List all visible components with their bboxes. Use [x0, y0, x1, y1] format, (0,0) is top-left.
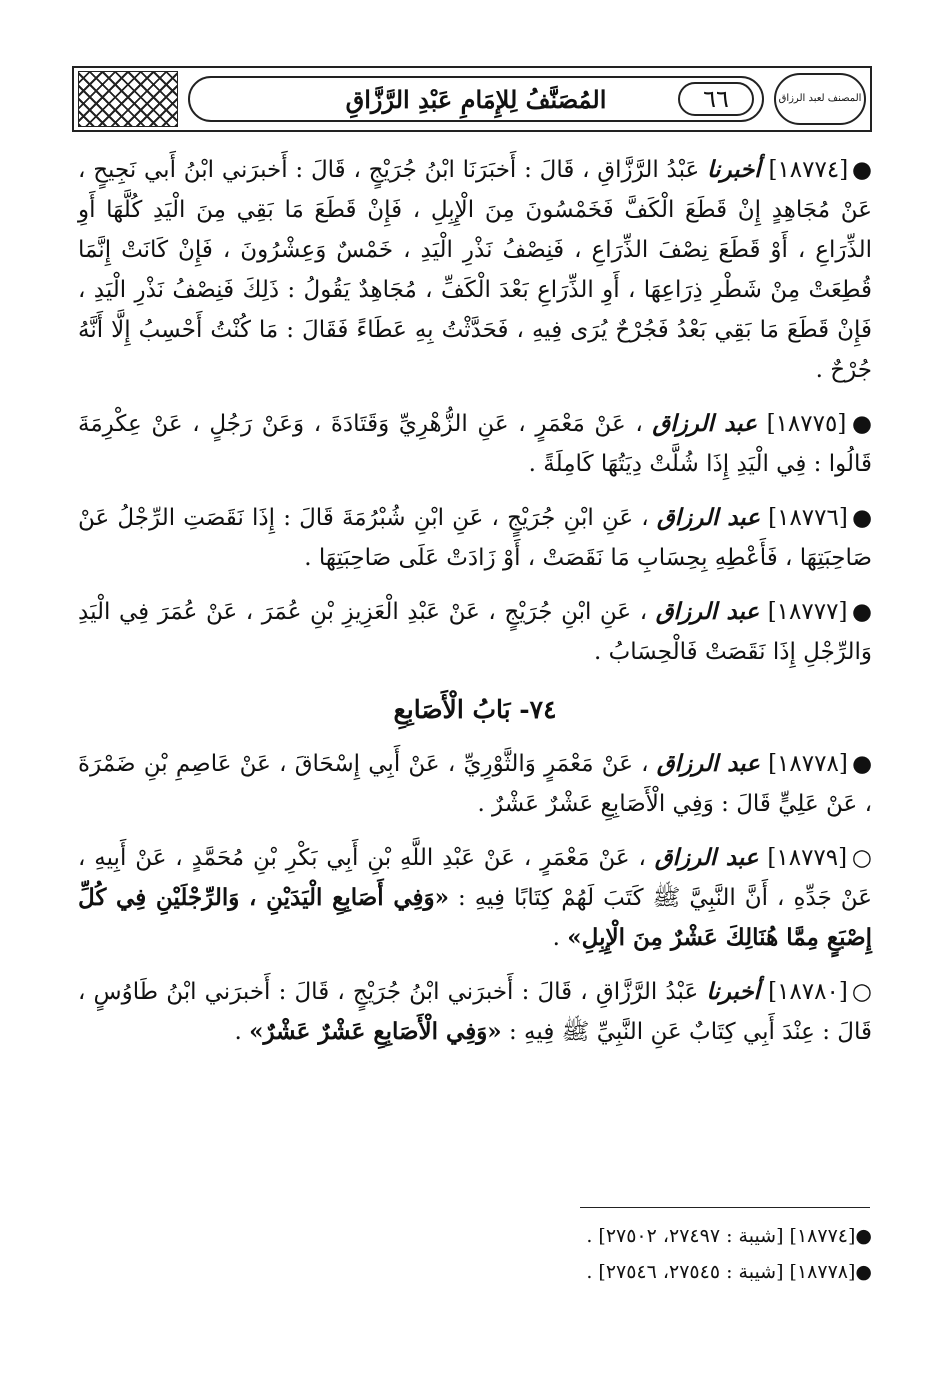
hadith-entry-18779: [78, 838, 872, 958]
seal-text: المصنف لعبد الرزاق: [778, 93, 862, 104]
hadith-entry-18780: [78, 972, 872, 1052]
entry-chain: أخبرنا: [707, 156, 761, 183]
entry-chain: عبد الرزاق: [656, 504, 760, 531]
entry-marker: ●: [851, 599, 872, 625]
entry-number: [١٨٧٧٤]: [768, 157, 849, 183]
chapter-heading: ٧٤- بَابُ الْأَصَابِعِ: [393, 695, 557, 724]
entry-marker: ●: [851, 751, 873, 777]
hadith-entry-18774: [78, 150, 872, 390]
entry-number: [١٨٧٧٨]: [768, 751, 848, 777]
hadith-entry-18778: [78, 744, 872, 824]
hadith-entry-18775: [78, 404, 872, 484]
entry-chain: عبد الرزاق: [652, 410, 757, 437]
entry-marker: ○: [851, 979, 872, 1005]
entry-number: [١٨٧٧٧]: [767, 599, 848, 625]
entry-number: [١٨٧٧٥]: [766, 411, 847, 437]
entry-marker: ●: [851, 411, 872, 437]
entry-marker: ●: [851, 505, 873, 531]
hadith-entry-18777: [78, 592, 872, 672]
entry-number: [١٨٧٧٦]: [768, 505, 848, 531]
entry-text: ، عَنْ مَعْمَرٍ ، عَنْ عَبْدِ اللَّهِ بْنِ أَبِي بَكْرِ بْنِ مُحَمَّدٍ ، عَنْ أَبِيهِ ، عَنْ جَدِّهِ ، أَنَّ النَّبِيَّ ﷺ كَتَبَ لَهُمْ كِتَابًا فِيهِ :: [78, 845, 872, 911]
page-number: ٦٦: [678, 82, 754, 116]
entry-text: ، عَنْ مَعْمَرٍ ، عَنِ الزُّهْرِيِّ وَقَتَادَةَ ، وَعَنْ رَجُلٍ ، عَنْ عِكْرِمَةَ قَالُوا : فِي الْيَدِ إِذَا شُلَّتْ دِيَتُهَا كَامِلَةً .: [78, 411, 872, 477]
entry-number: [١٨٧٧٩]: [767, 845, 848, 871]
entry-marker: ●: [851, 157, 872, 183]
entry-chain: عبد الرزاق: [654, 844, 759, 871]
page-header: [72, 66, 872, 132]
entry-marker: ○: [851, 845, 872, 871]
entry-text: ، عَنْ مَعْمَرٍ وَالثَّوْرِيِّ ، عَنْ أَبِي إِسْحَاقَ ، عَنْ عَاصِمِ بْنِ ضَمْرَةَ ، عَنْ عَلِيٍّ قَالَ : وَفِي الْأَصَابِعِ عَشْرٌ عَشْرٌ .: [78, 751, 872, 817]
entry-chain: أخبرنا: [706, 978, 760, 1005]
main-text: [78, 150, 872, 1066]
entry-chain: عبد الرزاق: [655, 598, 760, 625]
entry-number: [١٨٧٨٠]: [768, 979, 848, 1005]
entry-end: .: [234, 1019, 242, 1045]
entry-text: ، عَنِ ابْنِ جُرَيْجٍ ، عَنِ ابْنِ شُبْرُمَةَ قَالَ : إِذَا نَقَصَتِ الرِّجْلُ عَنْ صَاحِبَتِهَا ، فَأَعْطِهِ بِحِسَابِ مَا نَقَصَتْ ، أَوْ زَادَتْ عَلَى صَاحِبَتِهَا .: [78, 505, 872, 571]
book-seal: [774, 73, 866, 125]
footnote-item: ●[١٨٧٧٤] [شيبة : ٢٧٤٩٧، ٢٧٥٠٢] .: [586, 1225, 872, 1247]
entry-end: .: [552, 925, 560, 951]
prophetic-quote: «وَفِي أَصَابِعِ الْيَدَيْنِ ، وَالرِّجْلَيْنِ فِي كُلِّ إِصْبَعٍ مِمَّا هُنَالِكَ عَشْرٌ مِنَ الْإِبِلِ»: [78, 884, 872, 951]
prophetic-quote: «وَفِي الْأَصَابِعِ عَشْرٌ عَشْرٌ»: [249, 1018, 502, 1045]
footnote-item: ●[١٨٧٧٨] [شيبة : ٢٧٥٤٥، ٢٧٥٤٦] .: [586, 1261, 872, 1283]
footnotes: [78, 1218, 872, 1290]
entry-text: ، عَنِ ابْنِ جُرَيْجٍ ، عَنْ عَبْدِ الْعَزِيزِ بْنِ عُمَرَ ، عَنْ عُمَرَ فِي الْيَدِ وَالرِّجْلِ إِذَا نَقَصَتْ فَالْحِسَابُ .: [78, 599, 872, 665]
entry-text: عَبْدُ الرَّزَّاقِ ، قَالَ : أَخبرَني ابْنُ جُرَيْجٍ ، قَالَ : أَخبرَني ابْنُ طَاوُسٍ ، قَالَ : عِنْدَ أَبِي كِتَابٌ عَنِ النَّبِيِّ ﷺ فِيهِ :: [78, 979, 872, 1045]
entry-text: عَبْدُ الرَّزَّاقِ ، قَالَ : أَخبَرَنَا ابْنُ جُرَيْجٍ ، قَالَ : أَخبرَني ابْنُ أَبي نَجِيحٍ ، عَنْ مُجَاهِدٍ إِنْ قَطَعَ الْكَفَّ فَخَمْسُونَ مِنَ الْإِبِلِ ، فَإِنْ قَطَعَ مَا بَقِي مِنَ الْيَدِ كُلَّهَا أَوِ الذِّرَاعِ ، أَوْ قَطَعَ نِصْفَ الذِّرَاعِ ، فَنِصْفُ نَذْرِ الْيَدِ ، خَمْسٌ وَعِشْرُونَ ، فَإِنْ كَانَتْ إِنَّمَا قُطِعَتْ مِنْ شَطْرِ ذِرَاعِهَا ، أَوِ الذِّرَاعِ بَعْدَ الْكَفِّ ، مُجَاهِدٌ يَقُولُ : ذَلِكَ فَنِصْفُ نَذْرِ الْيَدِ ، فَإِنْ قَطَعَ مَا بَقِي بَعْدُ فَجُرْحٌ يُرَى فِيهِ ، فَحَدَّثْتُ بِهِ عَطَاءً فَقَالَ : مَا كُنْتُ أَحْسِبُ إِلَّا أَنَّهُ جُرْحٌ .: [78, 157, 872, 383]
title-frame: [188, 76, 764, 122]
ornament-left: [78, 71, 178, 127]
footnote-divider: [580, 1207, 870, 1208]
book-title: المُصَنَّفُ لِلإِمَامِ عَبْدِ الرَّزَّاقِ: [345, 84, 607, 114]
entry-chain: عبد الرزاق: [656, 750, 760, 777]
hadith-entry-18776: [78, 498, 872, 578]
